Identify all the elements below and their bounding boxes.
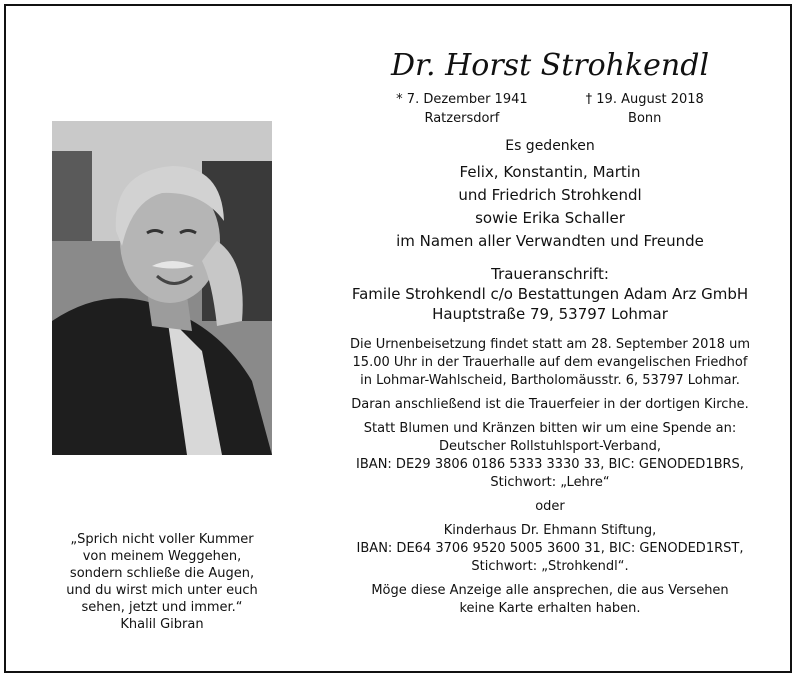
ceremony-details — [322, 336, 778, 618]
quote-line: sondern schließe die Augen, — [69, 566, 255, 581]
ceremony-line: Daran anschließend ist die Trauerfeier in der dortigen Kirche. — [351, 397, 749, 412]
quote-block — [52, 531, 272, 633]
address-line: Famile Strohkendl c/o Bestattungen Adam Arz GmbH — [351, 285, 749, 303]
birth-place: Ratzersdorf — [424, 111, 500, 126]
donation2-line: Stichwort: „Strohkendl“. — [471, 559, 629, 574]
donation-line: IBAN: DE29 3806 0186 5333 3330 33, BIC: GENODED1BRS, — [356, 457, 744, 472]
mourners-line: im Namen aller Verwandten und Freunde — [396, 232, 704, 250]
notice-text — [322, 46, 778, 618]
quote-line: „Sprich nicht voller Kummer — [70, 532, 254, 547]
donation-line: Stichwort: „Lehre“ — [490, 475, 610, 490]
closing-line: Möge diese Anzeige alle ansprechen, die aus Versehen — [371, 583, 729, 598]
death-date: † 19. August 2018 — [585, 92, 704, 107]
mourners-line: sowie Erika Schaller — [475, 209, 625, 227]
quote-line: sehen, jetzt und immer.“ — [81, 600, 243, 615]
donation2-line: Kinderhaus Dr. Ehmann Stiftung, — [443, 523, 657, 538]
deceased-name: Dr. Horst Strohkendl — [390, 48, 710, 83]
oder-text: oder — [535, 499, 565, 514]
urn-line: Die Urnenbeisetzung findet statt am 28. September 2018 um — [349, 337, 751, 352]
mourners-line: Felix, Konstantin, Martin — [459, 163, 641, 181]
quote-line: und du wirst mich unter euch — [66, 583, 258, 598]
portrait-illustration — [52, 121, 272, 455]
address-line: Hauptstraße 79, 53797 Lohmar — [432, 305, 668, 323]
quote-line: von meinem Weggehen, — [82, 549, 242, 564]
donation-line: Deutscher Rollstuhlsport-Verband, — [439, 439, 661, 454]
birth-info — [396, 90, 527, 128]
death-place: Bonn — [628, 111, 662, 126]
quote-author: Khalil Gibran — [120, 617, 204, 632]
donation2-line: IBAN: DE64 3706 9520 5005 3600 31, BIC: GENODED1RST, — [356, 541, 744, 556]
death-info — [586, 90, 704, 128]
urn-line: 15.00 Uhr in der Trauerhalle auf dem evangelischen Friedhof — [352, 355, 748, 370]
address-line: Traueranschrift: — [491, 265, 609, 283]
birth-date: * 7. Dezember 1941 — [396, 92, 528, 107]
life-dates — [322, 90, 778, 128]
closing-line: keine Karte erhalten haben. — [459, 601, 641, 616]
portrait-photo — [52, 121, 272, 455]
mourners-heading: Es gedenken — [505, 138, 595, 154]
mourners-line: und Friedrich Strohkendl — [458, 186, 642, 204]
mourners-list — [322, 161, 778, 253]
urn-line: in Lohmar-Wahlscheid, Bartholomäusstr. 6, 53797 Lohmar. — [360, 373, 740, 388]
donation-line: Statt Blumen und Kränzen bitten wir um eine Spende an: — [363, 421, 737, 436]
mourning-address — [322, 264, 778, 324]
